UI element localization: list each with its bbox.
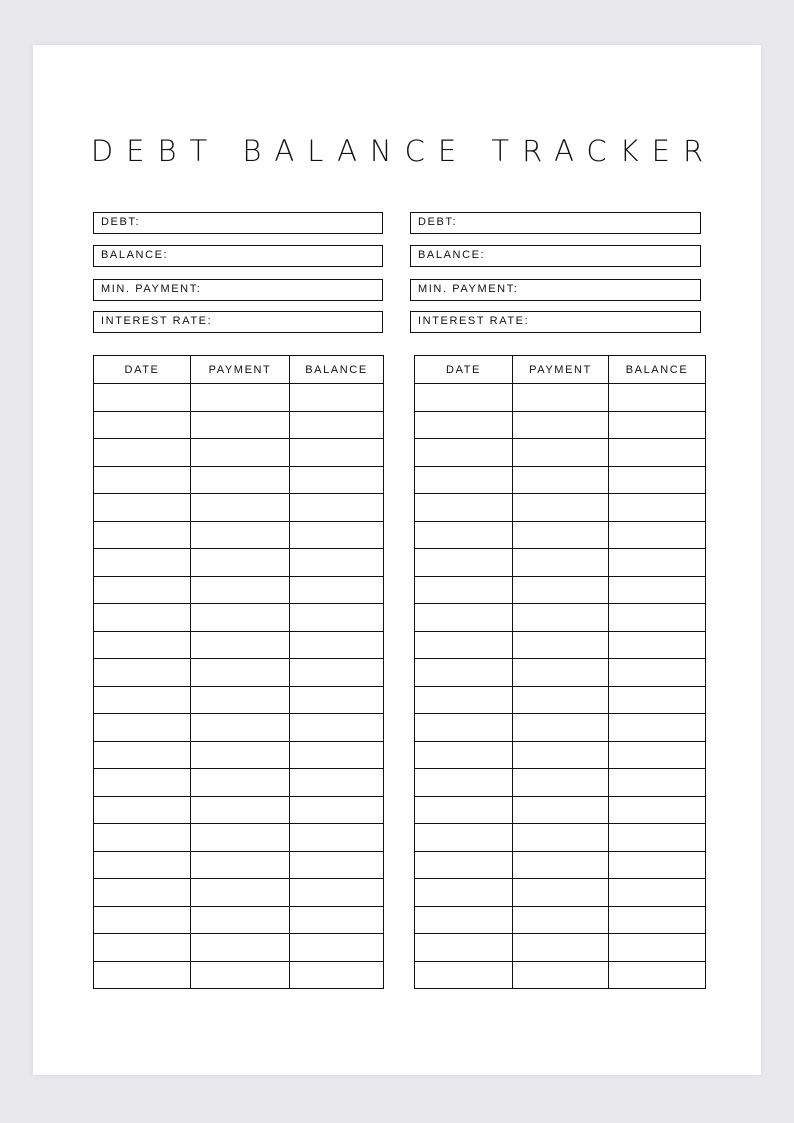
- payment-cell[interactable]: [191, 741, 290, 769]
- payment-cell[interactable]: [191, 439, 290, 467]
- table-row: [415, 741, 706, 769]
- payment-cell[interactable]: [191, 604, 290, 632]
- balance-cell[interactable]: [290, 741, 384, 769]
- date-cell[interactable]: [94, 934, 191, 962]
- payment-cell[interactable]: [191, 494, 290, 522]
- table-row: [94, 934, 384, 962]
- payment-cell[interactable]: [191, 631, 290, 659]
- balance-cell[interactable]: [609, 769, 706, 797]
- balance-cell[interactable]: [609, 521, 706, 549]
- balance-cell[interactable]: [290, 934, 384, 962]
- payment-cell[interactable]: [191, 796, 290, 824]
- payment-cell[interactable]: [513, 879, 609, 907]
- table-row: [94, 824, 384, 852]
- table-row: [94, 466, 384, 494]
- date-cell[interactable]: [94, 961, 191, 989]
- table-row: [94, 631, 384, 659]
- balance-cell[interactable]: [609, 659, 706, 687]
- column-header-date: DATE: [415, 356, 513, 384]
- column-header-balance: BALANCE: [609, 356, 706, 384]
- table-row: [94, 906, 384, 934]
- debt-field-left[interactable]: DEBT:: [93, 212, 383, 234]
- table-row: [415, 879, 706, 907]
- date-cell[interactable]: [94, 604, 191, 632]
- balance-cell[interactable]: [609, 851, 706, 879]
- table-row: [94, 796, 384, 824]
- balance-cell[interactable]: [609, 439, 706, 467]
- date-cell[interactable]: [94, 659, 191, 687]
- payment-cell[interactable]: [513, 631, 609, 659]
- table-row: [415, 824, 706, 852]
- table-row: [94, 411, 384, 439]
- date-cell[interactable]: [415, 604, 513, 632]
- payment-log-table-right: [414, 355, 706, 989]
- payment-cell[interactable]: [513, 906, 609, 934]
- date-cell[interactable]: [415, 384, 513, 412]
- payment-cell[interactable]: [191, 521, 290, 549]
- table-row: [94, 576, 384, 604]
- payment-cell[interactable]: [191, 961, 290, 989]
- balance-field-left[interactable]: BALANCE:: [93, 245, 383, 267]
- table-row: [415, 769, 706, 797]
- table-row: [94, 604, 384, 632]
- date-cell[interactable]: [94, 576, 191, 604]
- payment-cell[interactable]: [191, 879, 290, 907]
- debt-field-right[interactable]: DEBT:: [410, 212, 701, 234]
- balance-cell[interactable]: [609, 824, 706, 852]
- balance-cell[interactable]: [290, 604, 384, 632]
- payment-cell[interactable]: [191, 824, 290, 852]
- balance-cell[interactable]: [609, 549, 706, 577]
- payment-cell[interactable]: [513, 494, 609, 522]
- date-cell[interactable]: [94, 384, 191, 412]
- table-row: [94, 851, 384, 879]
- payment-cell[interactable]: [191, 686, 290, 714]
- balance-cell[interactable]: [290, 796, 384, 824]
- table-row: [415, 934, 706, 962]
- date-cell[interactable]: [415, 686, 513, 714]
- date-cell[interactable]: [415, 796, 513, 824]
- balance-cell[interactable]: [609, 796, 706, 824]
- balance-cell[interactable]: [609, 576, 706, 604]
- payment-cell[interactable]: [513, 549, 609, 577]
- date-cell[interactable]: [94, 824, 191, 852]
- column-header-payment: PAYMENT: [513, 356, 609, 384]
- date-cell[interactable]: [94, 521, 191, 549]
- date-cell[interactable]: [415, 576, 513, 604]
- balance-cell[interactable]: [609, 466, 706, 494]
- table-row: [415, 906, 706, 934]
- balance-cell[interactable]: [290, 879, 384, 907]
- date-cell[interactable]: [94, 769, 191, 797]
- page-title: DEBT BALANCE TRACKER: [90, 134, 717, 168]
- balance-cell[interactable]: [290, 384, 384, 412]
- balance-cell[interactable]: [290, 906, 384, 934]
- balance-cell[interactable]: [609, 741, 706, 769]
- payment-cell[interactable]: [191, 466, 290, 494]
- date-cell[interactable]: [94, 549, 191, 577]
- balance-cell[interactable]: [290, 961, 384, 989]
- date-cell[interactable]: [94, 686, 191, 714]
- table-row: [415, 851, 706, 879]
- payment-cell[interactable]: [191, 906, 290, 934]
- payment-cell[interactable]: [513, 769, 609, 797]
- table-row: [415, 549, 706, 577]
- min-payment-field-left[interactable]: MIN. PAYMENT:: [93, 279, 383, 301]
- table-row: [415, 466, 706, 494]
- table-row: [415, 439, 706, 467]
- date-cell[interactable]: [415, 659, 513, 687]
- date-cell[interactable]: [415, 851, 513, 879]
- table-row: [415, 384, 706, 412]
- table-row: [94, 714, 384, 742]
- payment-cell[interactable]: [191, 549, 290, 577]
- balance-cell[interactable]: [609, 411, 706, 439]
- table-row: [94, 521, 384, 549]
- date-cell[interactable]: [415, 411, 513, 439]
- balance-cell[interactable]: [609, 494, 706, 522]
- date-cell[interactable]: [94, 906, 191, 934]
- payment-cell[interactable]: [513, 961, 609, 989]
- table-row: [415, 659, 706, 687]
- date-cell[interactable]: [415, 494, 513, 522]
- date-cell[interactable]: [94, 851, 191, 879]
- date-cell[interactable]: [94, 494, 191, 522]
- payment-cell[interactable]: [191, 411, 290, 439]
- balance-cell[interactable]: [609, 961, 706, 989]
- balance-cell[interactable]: [290, 466, 384, 494]
- date-cell[interactable]: [415, 906, 513, 934]
- balance-cell[interactable]: [609, 879, 706, 907]
- payment-cell[interactable]: [513, 466, 609, 494]
- payment-cell[interactable]: [513, 659, 609, 687]
- payment-cell[interactable]: [191, 934, 290, 962]
- table-row: [94, 879, 384, 907]
- date-cell[interactable]: [415, 961, 513, 989]
- payment-cell[interactable]: [191, 576, 290, 604]
- date-cell[interactable]: [415, 879, 513, 907]
- balance-cell[interactable]: [290, 576, 384, 604]
- date-cell[interactable]: [94, 714, 191, 742]
- min-payment-field-right[interactable]: MIN. PAYMENT:: [410, 279, 701, 301]
- table-row: [94, 769, 384, 797]
- date-cell[interactable]: [94, 411, 191, 439]
- payment-cell[interactable]: [191, 714, 290, 742]
- payment-cell[interactable]: [513, 824, 609, 852]
- table-row: [94, 549, 384, 577]
- table-row: [94, 439, 384, 467]
- table-row: [415, 714, 706, 742]
- column-header-payment: PAYMENT: [191, 356, 290, 384]
- balance-cell[interactable]: [609, 631, 706, 659]
- payment-cell[interactable]: [513, 796, 609, 824]
- date-cell[interactable]: [94, 741, 191, 769]
- column-header-balance: BALANCE: [290, 356, 384, 384]
- date-cell[interactable]: [415, 549, 513, 577]
- payment-cell[interactable]: [513, 741, 609, 769]
- payment-cell[interactable]: [191, 769, 290, 797]
- date-cell[interactable]: [415, 769, 513, 797]
- payment-log-table-left: [93, 355, 384, 989]
- balance-cell[interactable]: [290, 439, 384, 467]
- date-cell[interactable]: [415, 824, 513, 852]
- payment-cell[interactable]: [513, 576, 609, 604]
- date-cell[interactable]: [415, 741, 513, 769]
- date-cell[interactable]: [415, 521, 513, 549]
- payment-cell[interactable]: [513, 521, 609, 549]
- table-header-row: [94, 356, 384, 384]
- date-cell[interactable]: [415, 714, 513, 742]
- balance-cell[interactable]: [290, 659, 384, 687]
- table-row: [94, 686, 384, 714]
- payment-cell[interactable]: [191, 851, 290, 879]
- balance-cell[interactable]: [290, 494, 384, 522]
- table-row: [415, 604, 706, 632]
- table-row: [415, 494, 706, 522]
- table-row: [415, 631, 706, 659]
- balance-cell[interactable]: [290, 714, 384, 742]
- balance-cell[interactable]: [609, 384, 706, 412]
- balance-cell[interactable]: [609, 604, 706, 632]
- date-cell[interactable]: [415, 631, 513, 659]
- table-row: [415, 576, 706, 604]
- table-row: [415, 411, 706, 439]
- payment-cell[interactable]: [513, 439, 609, 467]
- interest-rate-field-left[interactable]: INTEREST RATE:: [93, 311, 383, 333]
- payment-cell[interactable]: [513, 851, 609, 879]
- table-row: [94, 494, 384, 522]
- balance-cell[interactable]: [609, 714, 706, 742]
- balance-cell[interactable]: [609, 934, 706, 962]
- date-cell[interactable]: [94, 466, 191, 494]
- balance-cell[interactable]: [290, 521, 384, 549]
- table-row: [415, 796, 706, 824]
- payment-cell[interactable]: [191, 384, 290, 412]
- balance-cell[interactable]: [609, 906, 706, 934]
- date-cell[interactable]: [94, 879, 191, 907]
- table-row: [94, 659, 384, 687]
- date-cell[interactable]: [415, 466, 513, 494]
- payment-cell[interactable]: [513, 934, 609, 962]
- table-row: [415, 961, 706, 989]
- balance-cell[interactable]: [609, 686, 706, 714]
- payment-cell[interactable]: [513, 714, 609, 742]
- balance-cell[interactable]: [290, 631, 384, 659]
- payment-cell[interactable]: [513, 384, 609, 412]
- date-cell[interactable]: [415, 934, 513, 962]
- table-header-row: [415, 356, 706, 384]
- table-row: [94, 961, 384, 989]
- table-row: [415, 686, 706, 714]
- balance-cell[interactable]: [290, 411, 384, 439]
- balance-cell[interactable]: [290, 769, 384, 797]
- balance-cell[interactable]: [290, 686, 384, 714]
- balance-field-right[interactable]: BALANCE:: [410, 245, 701, 267]
- balance-cell[interactable]: [290, 824, 384, 852]
- column-header-date: DATE: [94, 356, 191, 384]
- balance-cell[interactable]: [290, 549, 384, 577]
- payment-cell[interactable]: [513, 411, 609, 439]
- table-row: [94, 384, 384, 412]
- payment-cell[interactable]: [191, 659, 290, 687]
- interest-rate-field-right[interactable]: INTEREST RATE:: [410, 311, 701, 333]
- table-row: [415, 521, 706, 549]
- table-row: [94, 741, 384, 769]
- date-cell[interactable]: [94, 439, 191, 467]
- payment-cell[interactable]: [513, 604, 609, 632]
- date-cell[interactable]: [94, 796, 191, 824]
- balance-cell[interactable]: [290, 851, 384, 879]
- payment-cell[interactable]: [513, 686, 609, 714]
- date-cell[interactable]: [415, 439, 513, 467]
- date-cell[interactable]: [94, 631, 191, 659]
